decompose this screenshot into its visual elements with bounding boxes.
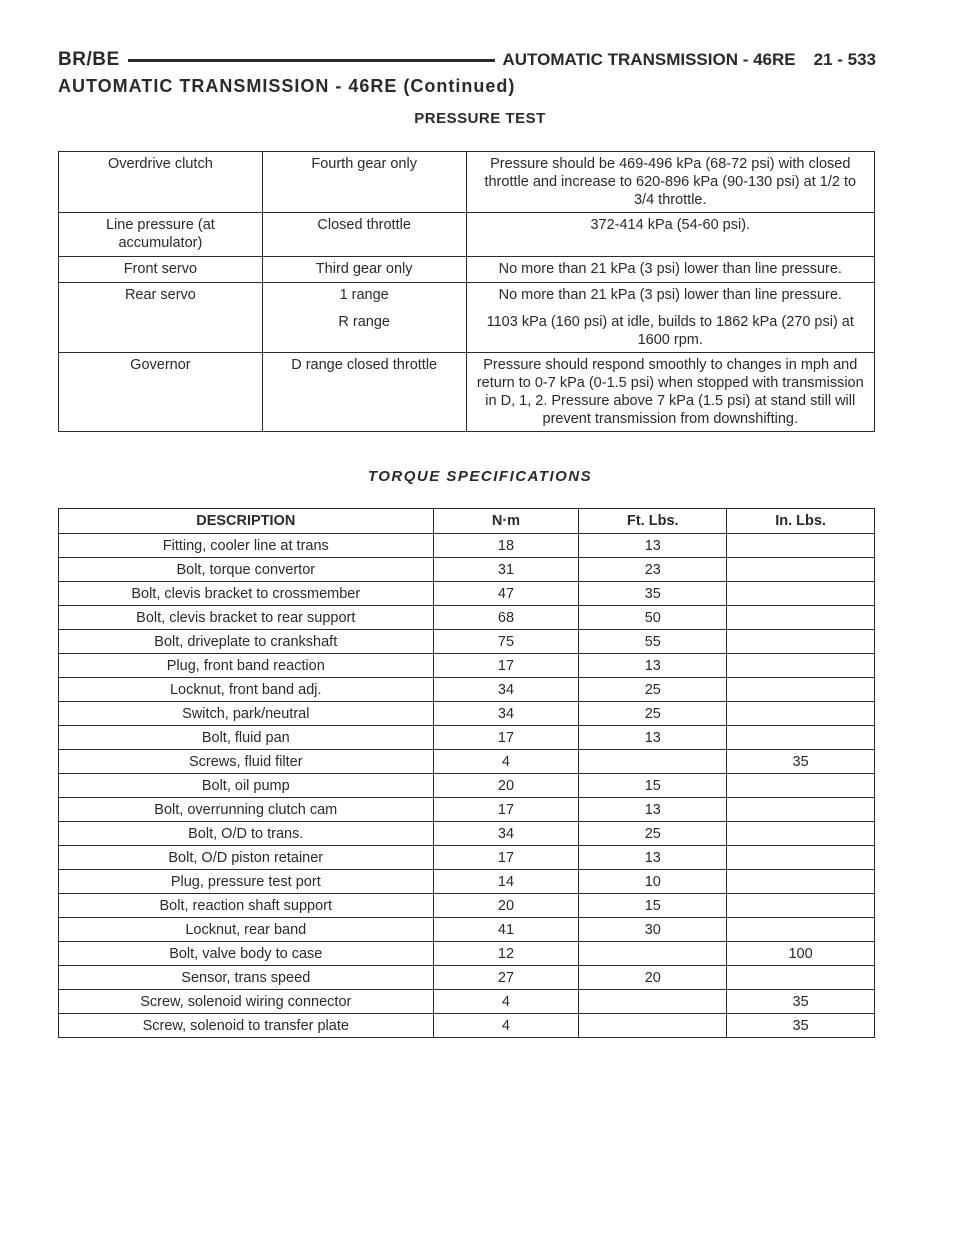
torque-row [59, 606, 875, 630]
torque-in-lbs [727, 918, 875, 942]
torque-description: Plug, front band reaction [59, 654, 434, 678]
torque-in-lbs [727, 870, 875, 894]
torque-row [59, 798, 875, 822]
torque-in-lbs [727, 774, 875, 798]
torque-ft-lbs: 20 [579, 966, 727, 990]
torque-description: Bolt, O/D to trans. [59, 822, 434, 846]
pressure-row [59, 283, 875, 353]
pressure-result-text: No more than 21 kPa (3 psi) lower than line pressure. [498, 261, 842, 277]
torque-description: Bolt, clevis bracket to rear support [59, 606, 434, 630]
torque-description: Bolt, reaction shaft support [59, 894, 434, 918]
torque-ft-lbs: 25 [579, 822, 727, 846]
torque-ft-lbs: 25 [579, 702, 727, 726]
torque-nm: 34 [433, 702, 579, 726]
pressure-results [466, 257, 874, 283]
torque-row [59, 846, 875, 870]
torque-nm: 31 [433, 558, 579, 582]
torque-ft-lbs: 30 [579, 918, 727, 942]
torque-specs-table [58, 508, 875, 1038]
page-header [58, 46, 876, 74]
torque-description: Locknut, rear band [59, 918, 434, 942]
torque-ft-lbs: 25 [579, 678, 727, 702]
col-header-description: DESCRIPTION [59, 509, 434, 534]
torque-ft-lbs: 10 [579, 870, 727, 894]
torque-nm: 41 [433, 918, 579, 942]
pressure-result-text: No more than 21 kPa (3 psi) lower than line pressure. [498, 287, 842, 303]
pressure-row [59, 152, 875, 213]
torque-row [59, 942, 875, 966]
torque-in-lbs [727, 582, 875, 606]
torque-description: Fitting, cooler line at trans [59, 534, 434, 558]
torque-row [59, 918, 875, 942]
torque-description: Screws, fluid filter [59, 750, 434, 774]
torque-row [59, 558, 875, 582]
torque-description: Plug, pressure test port [59, 870, 434, 894]
torque-in-lbs [727, 798, 875, 822]
torque-row [59, 702, 875, 726]
pressure-test-table [58, 151, 875, 432]
torque-row [59, 582, 875, 606]
torque-in-lbs [727, 702, 875, 726]
pressure-row [59, 213, 875, 257]
pressure-row [59, 353, 875, 432]
torque-in-lbs: 35 [727, 990, 875, 1014]
torque-row [59, 894, 875, 918]
torque-in-lbs [727, 894, 875, 918]
torque-ft-lbs: 13 [579, 654, 727, 678]
torque-nm: 34 [433, 678, 579, 702]
torque-row [59, 966, 875, 990]
torque-nm: 68 [433, 606, 579, 630]
pressure-result-text: 372-414 kPa (54-60 psi). [590, 217, 751, 233]
pressure-location: Overdrive clutch [59, 152, 263, 213]
torque-ft-lbs [579, 750, 727, 774]
torque-in-lbs: 100 [727, 942, 875, 966]
torque-row [59, 1014, 875, 1038]
torque-description: Locknut, front band adj. [59, 678, 434, 702]
torque-nm: 17 [433, 846, 579, 870]
torque-in-lbs [727, 726, 875, 750]
torque-row [59, 822, 875, 846]
result-gap [473, 304, 868, 313]
torque-in-lbs [727, 966, 875, 990]
torque-ft-lbs: 23 [579, 558, 727, 582]
torque-nm: 20 [433, 894, 579, 918]
condition-gap [269, 304, 460, 313]
torque-description: Switch, park/neutral [59, 702, 434, 726]
torque-description: Bolt, overrunning clutch cam [59, 798, 434, 822]
torque-nm: 27 [433, 966, 579, 990]
pressure-result-text: Pressure should respond smoothly to changes in mph and return to 0-7 kPa (0-1.5 psi) when stopped with transmission in D, 1, 2. Pressure above 7 kPa (1.5 psi) at stand still will prevent transmission from downshifting. [476, 357, 864, 427]
torque-nm: 12 [433, 942, 579, 966]
torque-ft-lbs: 13 [579, 726, 727, 750]
torque-header-row [59, 509, 875, 534]
torque-row [59, 678, 875, 702]
torque-ft-lbs: 35 [579, 582, 727, 606]
torque-description: Sensor, trans speed [59, 966, 434, 990]
pressure-results [466, 283, 874, 353]
header-rule [128, 59, 495, 62]
torque-ft-lbs: 13 [579, 798, 727, 822]
torque-row [59, 750, 875, 774]
pressure-condition-text: Third gear only [315, 261, 413, 277]
torque-description: Bolt, O/D piston retainer [59, 846, 434, 870]
pressure-result-text: 1103 kPa (160 psi) at idle, builds to 1862 kPa (270 psi) at 1600 rpm. [486, 314, 854, 348]
col-header-in-lbs: In. Lbs. [727, 509, 875, 534]
torque-ft-lbs: 55 [579, 630, 727, 654]
torque-nm: 14 [433, 870, 579, 894]
pressure-conditions [262, 152, 466, 213]
torque-nm: 4 [433, 750, 579, 774]
torque-description: Screw, solenoid wiring connector [59, 990, 434, 1014]
pressure-condition-text: R range [338, 314, 390, 330]
torque-nm: 17 [433, 798, 579, 822]
torque-nm: 20 [433, 774, 579, 798]
torque-nm: 47 [433, 582, 579, 606]
torque-ft-lbs: 13 [579, 846, 727, 870]
torque-row [59, 654, 875, 678]
pressure-condition-text: D range closed throttle [291, 357, 438, 373]
pressure-location: Rear servo [59, 283, 263, 353]
header-section: AUTOMATIC TRANSMISSION - 46RE [502, 50, 796, 69]
pressure-test-title: PRESSURE TEST [414, 110, 546, 127]
torque-row [59, 870, 875, 894]
pressure-conditions [262, 283, 466, 353]
torque-description: Bolt, clevis bracket to crossmember [59, 582, 434, 606]
page-heading: AUTOMATIC TRANSMISSION - 46RE (Continued) [58, 76, 516, 96]
torque-nm: 4 [433, 990, 579, 1014]
pressure-condition-text: Closed throttle [317, 217, 411, 233]
torque-row [59, 774, 875, 798]
torque-row [59, 630, 875, 654]
torque-ft-lbs: 15 [579, 894, 727, 918]
torque-ft-lbs: 50 [579, 606, 727, 630]
header-model: BR/BE [58, 49, 120, 70]
torque-nm: 17 [433, 726, 579, 750]
torque-specs-title: TORQUE SPECIFICATIONS [367, 468, 593, 485]
torque-row [59, 534, 875, 558]
torque-in-lbs [727, 534, 875, 558]
pressure-results [466, 213, 874, 257]
torque-ft-lbs [579, 942, 727, 966]
pressure-location: Front servo [59, 257, 263, 283]
torque-in-lbs: 35 [727, 750, 875, 774]
pressure-condition-text: Fourth gear only [311, 156, 417, 172]
torque-in-lbs [727, 558, 875, 582]
torque-ft-lbs: 13 [579, 534, 727, 558]
torque-description: Bolt, torque convertor [59, 558, 434, 582]
torque-description: Bolt, valve body to case [59, 942, 434, 966]
torque-row [59, 726, 875, 750]
pressure-conditions [262, 257, 466, 283]
torque-ft-lbs [579, 1014, 727, 1038]
torque-in-lbs [727, 606, 875, 630]
col-header-nm: N·m [433, 509, 579, 534]
torque-in-lbs [727, 630, 875, 654]
torque-in-lbs [727, 654, 875, 678]
pressure-condition-text: 1 range [339, 287, 389, 303]
pressure-location: Governor [59, 353, 263, 432]
header-page-number: 21 - 533 [813, 50, 876, 69]
torque-description: Screw, solenoid to transfer plate [59, 1014, 434, 1038]
torque-nm: 18 [433, 534, 579, 558]
torque-nm: 4 [433, 1014, 579, 1038]
torque-nm: 34 [433, 822, 579, 846]
torque-row [59, 990, 875, 1014]
pressure-result-text: Pressure should be 469-496 kPa (68-72 psi) with closed throttle and increase to 620-896 kPa (90-130 psi) at 1/2 to 3/4 throttle. [484, 156, 857, 208]
pressure-conditions [262, 353, 466, 432]
torque-description: Bolt, driveplate to crankshaft [59, 630, 434, 654]
torque-in-lbs [727, 678, 875, 702]
pressure-results [466, 353, 874, 432]
pressure-conditions [262, 213, 466, 257]
torque-ft-lbs [579, 990, 727, 1014]
pressure-location: Line pressure (at accumulator) [59, 213, 263, 257]
torque-ft-lbs: 15 [579, 774, 727, 798]
torque-nm: 17 [433, 654, 579, 678]
torque-in-lbs [727, 846, 875, 870]
torque-in-lbs [727, 822, 875, 846]
torque-description: Bolt, oil pump [59, 774, 434, 798]
torque-in-lbs: 35 [727, 1014, 875, 1038]
pressure-results [466, 152, 874, 213]
col-header-ft-lbs: Ft. Lbs. [579, 509, 727, 534]
pressure-row [59, 257, 875, 283]
torque-description: Bolt, fluid pan [59, 726, 434, 750]
torque-nm: 75 [433, 630, 579, 654]
